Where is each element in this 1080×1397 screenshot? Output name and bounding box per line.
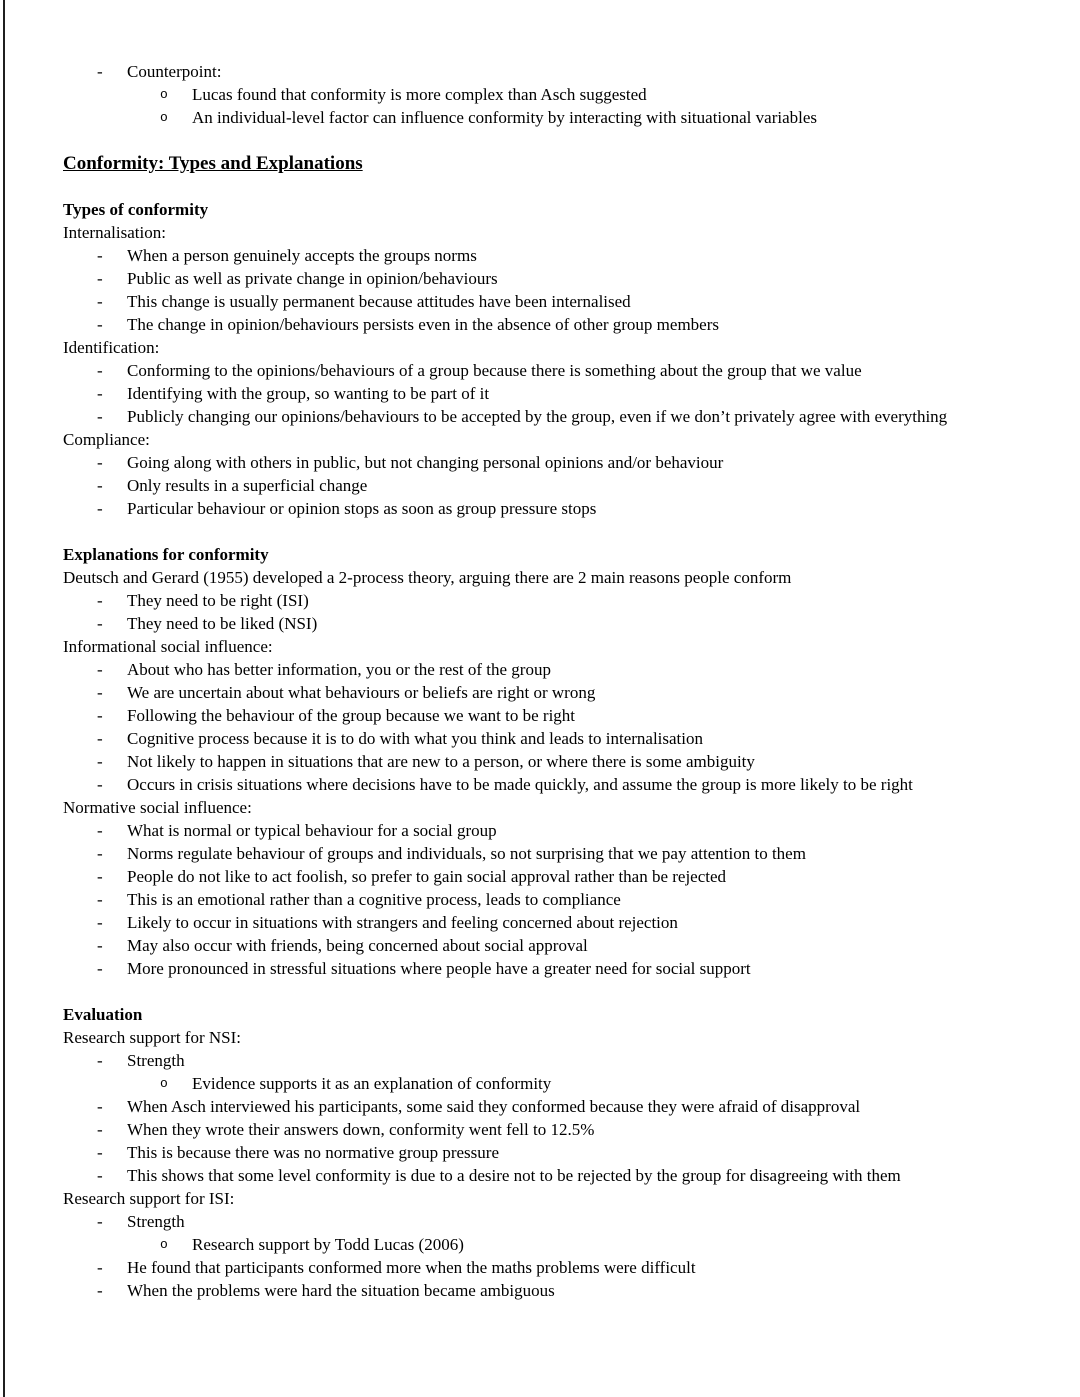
dash-bullet: - [97,821,103,840]
dash-bullet: - [97,660,103,679]
paragraph-line [63,1026,1022,1049]
line-text: Following the behaviour of the group because we want to be right [127,706,576,725]
dash-bullet: - [97,476,103,495]
line-text: When a person genuinely accepts the groups norms [127,246,477,265]
dash-bullet: - [97,1097,103,1116]
dash-bullet: - [97,959,103,978]
line-text: They need to be liked (NSI) [127,614,318,633]
line-text: Normative social influence: [63,798,252,817]
line-text: Particular behaviour or opinion stops as soon as group pressure stops [127,499,597,518]
bullet-item [63,451,1022,474]
line-text: Occurs in crisis situations where decisions have to be made quickly, and assume the group is more likely to be right [127,775,913,794]
line-text: Conformity: Types and Explanations [63,153,363,174]
dash-bullet: - [97,407,103,426]
bullet-item [63,1095,1022,1118]
line-text: When they wrote their answers down, conformity went fell to 12.5% [127,1120,595,1139]
bullet-item [63,957,1022,980]
line-text: Not likely to happen in situations that are new to a person, or where there is some ambiguity [127,752,755,771]
bullet-item [63,1118,1022,1141]
line-text: He found that participants conformed more when the maths problems were difficult [127,1258,696,1277]
bullet-item [63,60,1022,83]
bullet-item [63,267,1022,290]
dash-bullet: - [97,269,103,288]
dash-bullet: - [97,292,103,311]
dash-bullet: - [97,913,103,932]
sub-bullet-item [63,1072,1022,1095]
paragraph-line [63,1187,1022,1210]
line-text: About who has better information, you or the rest of the group [127,660,551,679]
dash-bullet: - [97,683,103,702]
bullet-item [63,658,1022,681]
line-text: This is because there was no normative group pressure [127,1143,499,1162]
circle-bullet: o [160,1076,168,1091]
bullet-item [63,1141,1022,1164]
dash-bullet: - [97,453,103,472]
dash-bullet: - [97,1120,103,1139]
line-text: This shows that some level conformity is due to a desire not to be rejected by the group for disagreeing with them [127,1166,901,1185]
line-text: Evidence supports it as an explanation of conformity [192,1074,552,1093]
dash-bullet: - [97,729,103,748]
bullet-item [63,842,1022,865]
dash-bullet: - [97,890,103,909]
sub-bullet-item [63,1233,1022,1256]
line-text: Internalisation: [63,223,166,242]
dash-bullet: - [97,706,103,725]
paragraph-line [63,428,1022,451]
bullet-item [63,612,1022,635]
line-text: Deutsch and Gerard (1955) developed a 2-process theory, arguing there are 2 main reasons people conform [63,568,792,587]
line-gap [63,175,1022,198]
line-text: Explanations for conformity [63,545,269,564]
bullet-item [63,934,1022,957]
bullet-item [63,382,1022,405]
sub-bullet-item [63,106,1022,129]
bullet-item [63,819,1022,842]
line-text: More pronounced in stressful situations where people have a greater need for social support [127,959,751,978]
line-gap [63,129,1022,152]
line-text: Only results in a superficial change [127,476,368,495]
line-text: Compliance: [63,430,150,449]
bullet-item [63,750,1022,773]
line-text: Conforming to the opinions/behaviours of a group because there is something about the group that we value [127,361,862,380]
line-gap [63,980,1022,1003]
bullet-item [63,1049,1022,1072]
line-text: Informational social influence: [63,637,273,656]
dash-bullet: - [97,1166,103,1185]
paragraph-line [63,221,1022,244]
bullet-item [63,589,1022,612]
line-text: This change is usually permanent because attitudes have been internalised [127,292,631,311]
bullet-item [63,865,1022,888]
subheading [63,1003,1022,1026]
line-text: This is an emotional rather than a cognitive process, leads to compliance [127,890,621,909]
line-text: The change in opinion/behaviours persists even in the absence of other group members [127,315,719,334]
line-text: They need to be right (ISI) [127,591,309,610]
dash-bullet: - [97,1051,103,1070]
dash-bullet: - [97,499,103,518]
bullet-item [63,290,1022,313]
line-text: Lucas found that conformity is more complex than Asch suggested [192,85,647,104]
line-text: An individual-level factor can influence conformity by interacting with situational variables [192,108,818,127]
line-text: People do not like to act foolish, so prefer to gain social approval rather than be rejected [127,867,727,886]
bullet-item [63,313,1022,336]
bullet-item [63,888,1022,911]
dash-bullet: - [97,384,103,403]
circle-bullet: o [160,87,168,102]
line-text: Research support for NSI: [63,1028,241,1047]
paragraph-line [63,566,1022,589]
dash-bullet: - [97,867,103,886]
subheading [63,198,1022,221]
bullet-item [63,405,1022,428]
line-text: Cognitive process because it is to do with what you think and leads to internalisation [127,729,704,748]
dash-bullet: - [97,1281,103,1300]
dash-bullet: - [97,246,103,265]
bullet-item [63,1279,1022,1302]
section-heading [63,152,1022,175]
bullet-item [63,497,1022,520]
dash-bullet: - [97,936,103,955]
line-gap [63,520,1022,543]
dash-bullet: - [97,1258,103,1277]
bullet-item [63,704,1022,727]
bullet-item [63,681,1022,704]
line-text: Identifying with the group, so wanting to be part of it [127,384,490,403]
sub-bullet-item [63,83,1022,106]
line-text: Identification: [63,338,160,357]
circle-bullet: o [160,110,168,125]
bullet-item [63,244,1022,267]
line-text: May also occur with friends, being concerned about social approval [127,936,588,955]
bullet-item [63,727,1022,750]
line-text: When the problems were hard the situation became ambiguous [127,1281,555,1300]
line-text: Norms regulate behaviour of groups and individuals, so not surprising that we pay attention to them [127,844,806,863]
line-text: What is normal or typical behaviour for a social group [127,821,497,840]
paragraph-line [63,336,1022,359]
paragraph-line [63,796,1022,819]
line-text: Going along with others in public, but not changing personal opinions and/or behaviour [127,453,724,472]
bullet-item [63,474,1022,497]
dash-bullet: - [97,591,103,610]
paragraph-line [63,635,1022,658]
line-text: We are uncertain about what behaviours or beliefs are right or wrong [127,683,596,702]
bullet-item [63,773,1022,796]
line-text: Research support by Todd Lucas (2006) [192,1235,464,1254]
dash-bullet: - [97,614,103,633]
page-edge-line [3,0,5,1397]
line-text: Public as well as private change in opinion/behaviours [127,269,498,288]
dash-bullet: - [97,62,103,81]
bullet-item [63,1210,1022,1233]
dash-bullet: - [97,1212,103,1231]
line-text: Types of conformity [63,200,209,219]
bullet-item [63,359,1022,382]
line-text: Evaluation [63,1005,143,1024]
bullet-item [63,1256,1022,1279]
circle-bullet: o [160,1237,168,1252]
dash-bullet: - [97,752,103,771]
line-text: Research support for ISI: [63,1189,235,1208]
bullet-item [63,911,1022,934]
line-text: Likely to occur in situations with strangers and feeling concerned about rejection [127,913,678,932]
dash-bullet: - [97,775,103,794]
dash-bullet: - [97,844,103,863]
dash-bullet: - [97,361,103,380]
bullet-item [63,1164,1022,1187]
dash-bullet: - [97,1143,103,1162]
line-text: When Asch interviewed his participants, some said they conformed because they were afraid of disapproval [127,1097,861,1116]
subheading [63,543,1022,566]
line-text: Strength [127,1051,185,1070]
line-text: Counterpoint: [127,62,222,81]
line-text: Strength [127,1212,185,1231]
line-text: Publicly changing our opinions/behaviours to be accepted by the group, even if we don’t privately agree with everything [127,407,948,426]
dash-bullet: - [97,315,103,334]
